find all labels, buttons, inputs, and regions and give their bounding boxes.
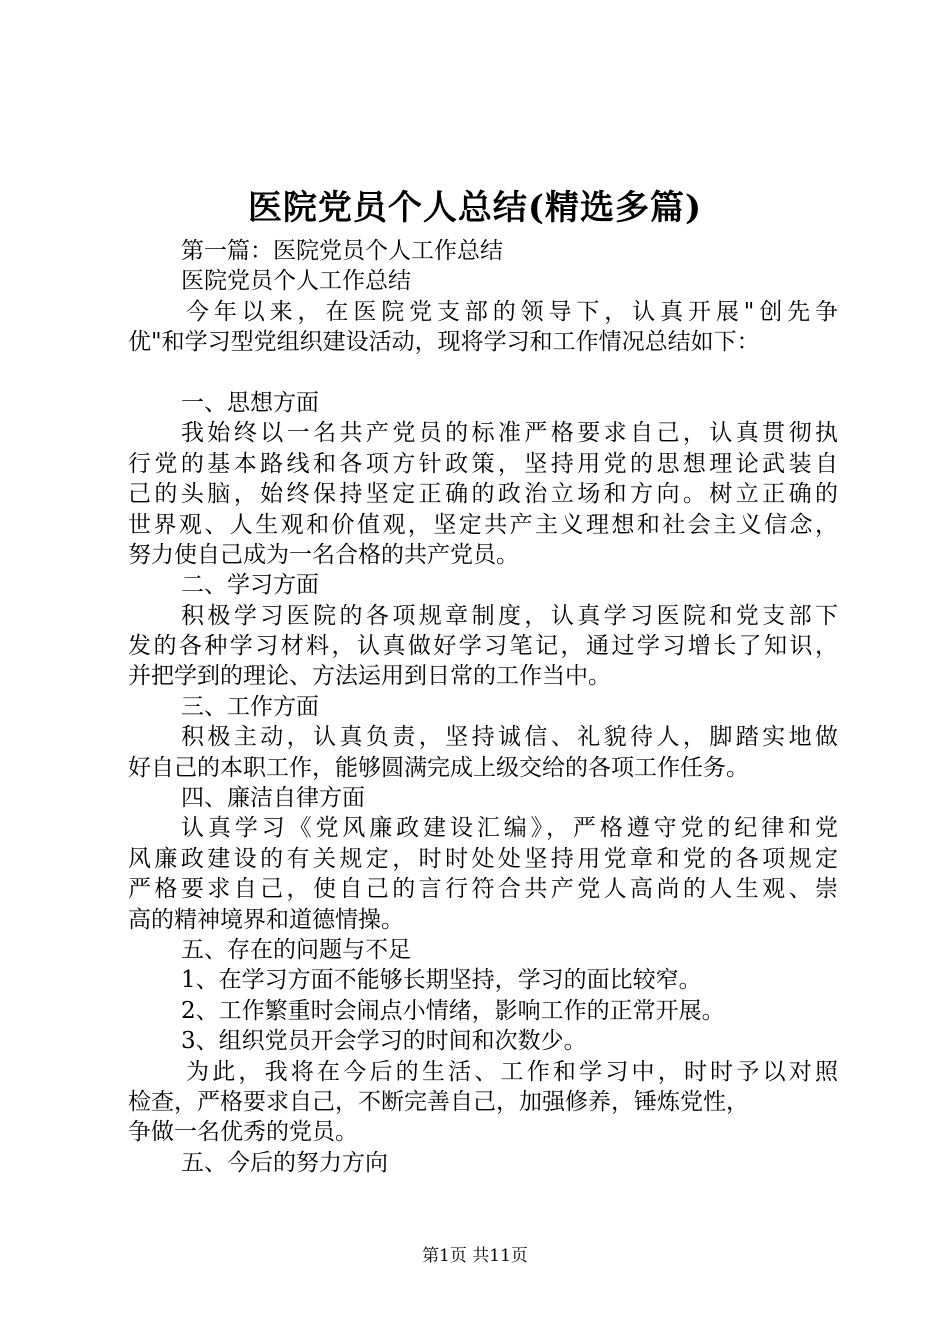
text-line: 三、工作方面 [181,693,319,720]
text-line: 五、今后的努力方向 [181,1149,388,1176]
text-line: 我始终以一名共产党员的标准严格要求自己，认真贯彻执 [181,420,838,447]
text-line: 为此，我将在今后的生活、工作和学习中，时时予以对照 [186,1058,838,1085]
text-line: 努力使自己成为一名合格的共产党员。 [128,541,519,568]
text-line: 积极主动，认真负责，坚持诚信、礼貌待人，脚踏实地做 [181,724,838,751]
text-line: 发的各种学习材料，认真做好学习笔记，通过学习增长了知识， [128,633,838,660]
text-line: 并把学到的理论、方法运用到日常的工作当中。 [128,663,611,690]
text-line: 五、存在的问题与不足 [181,936,411,963]
text-line: 1、在学习方面不能够长期坚持，学习的面比较窄。 [181,967,702,994]
text-line: 二、学习方面 [181,572,319,599]
text-line: 世界观、人生观和价值观，坚定共产主义理想和社会主义信念， [128,511,838,538]
text-line: 3、组织党员开会学习的时间和次数少。 [181,1028,587,1055]
page-footer: 第1页 共11页 [422,1246,528,1266]
text-line: 第一篇：医院党员个人工作总结 [181,238,503,264]
document-title: 医院党员个人总结(精选多篇) [247,188,703,228]
text-line: 好自己的本职工作，能够圆满完成上级交给的各项工作任务。 [128,754,749,781]
text-line: 严格要求自己，使自己的言行符合共产党人高尚的人生观、崇 [128,876,838,903]
text-line: 行党的基本路线和各项方针政策，坚持用党的思想理论武装自 [128,450,838,477]
text-line: 高的精神境界和道德情操。 [128,906,404,933]
text-line: 优"和学习型党组织建设活动，现将学习和工作情况总结如下： [128,329,760,356]
text-line: 四、廉洁自律方面 [181,785,365,812]
text-line: 医院党员个人工作总结 [181,268,411,295]
text-line: 积极学习医院的各项规章制度，认真学习医院和党支部下 [181,602,838,629]
text-line: 风廉政建设的有关规定，时时处处坚持用党章和党的各项规定 [128,845,838,872]
text-line: 争做一名优秀的党员。 [128,1119,358,1146]
document-body [128,236,838,1178]
text-line: 己的头脑，始终保持坚定正确的政治立场和方向。树立正确的 [128,481,838,508]
text-line: 一、思想方面 [181,389,319,416]
text-line: 2、工作繁重时会闹点小情绪，影响工作的正常开展。 [181,997,725,1024]
text-line: 认真学习《党风廉政建设汇编》，严格遵守党的纪律和党 [181,815,838,842]
text-line: 检查，严格要求自己，不断完善自己，加强修养，锤炼党性， [128,1088,749,1115]
blank-line [128,358,838,388]
text-line: 今年以来，在医院党支部的领导下，认真开展"创先争 [186,298,838,325]
